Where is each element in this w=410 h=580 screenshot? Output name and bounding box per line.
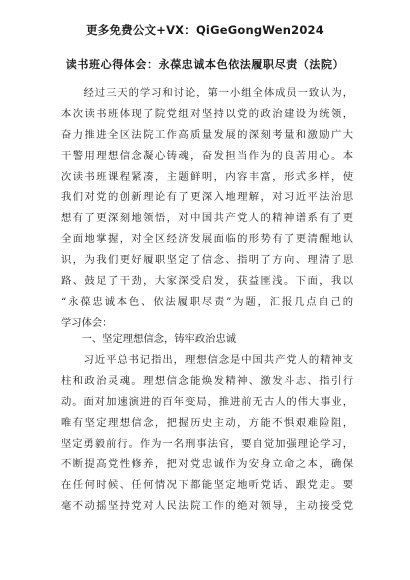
- text-line: 不断提高党性修养，把对党忠诚作为安身立命之本，确保: [61, 458, 353, 471]
- text-line: 学习体会：: [61, 316, 113, 329]
- text-line: 次读书班课程紧凑，主题鲜明，内容丰富，形式多样，使: [61, 170, 353, 183]
- text-line: “永葆忠诚本色、依法履职尽责”为题，汇报几点自己的: [61, 295, 353, 308]
- text-line: 动。面对加速演进的百年变局，推进前无古人的伟大事业，: [61, 395, 353, 408]
- text-line: 路、鼓足了干劲，大家深受启发，获益匪浅。下面，我以: [61, 275, 353, 288]
- text-line: 奋力推进全区法院工作高质量发展的深刻考量和激励广大: [61, 128, 353, 141]
- document-title: 读书班心得体会：永葆忠诚本色依法履职尽责（法院）: [65, 58, 345, 71]
- text-line: 唯有坚定理想信念，把握历史主动，方能不惧艰难险阻，: [61, 416, 353, 429]
- text-line: 柱和政治灵魂。理想信念能焕发精神、激发斗志、指引行: [61, 374, 353, 387]
- text-line: 识，为我们更好履职坚定了信念、指明了方向、理清了思: [61, 254, 353, 267]
- text-line: 本次读书班体现了院党组对坚持以党的政治建设为统领，: [61, 107, 353, 120]
- text-line: 坚定勇毅前行。作为一名刑事法官，要自觉加强理论学习，: [61, 437, 353, 450]
- section-heading: 一、坚定理想信念，铸牢政治忠诚: [61, 333, 237, 345]
- text-line: 我们对党的创新理论有了更深入地理解，对习近平法治思: [61, 191, 353, 204]
- text-line: 想有了更深刻地领悟，对中国共产党人的精神谱系有了更: [61, 212, 353, 225]
- text-line: 全面地掌握，对全区经济发展面临的形势有了更清醒地认: [61, 233, 353, 246]
- text-line: 经过三天的学习和讨论，第一小组全体成员一致认为，: [61, 87, 353, 99]
- text-line: 干警用理想信念凝心铸魂，奋发担当作为的良苦用心。本: [61, 149, 353, 162]
- text-line: 毫不动摇坚持党对人民法院工作的绝对领导，主动接受党: [61, 500, 353, 513]
- header-banner: 更多免费公文+VX：QiGeGongWen2024: [86, 23, 324, 37]
- paragraph-section-1: [61, 350, 353, 517]
- text-line: 在任何时候、任何情况下都能坚定地听党话、跟党走。要: [61, 479, 353, 492]
- paragraph-intro: [61, 83, 353, 334]
- text-line: 习近平总书记指出，理想信念是中国共产党人的精神支: [61, 354, 353, 366]
